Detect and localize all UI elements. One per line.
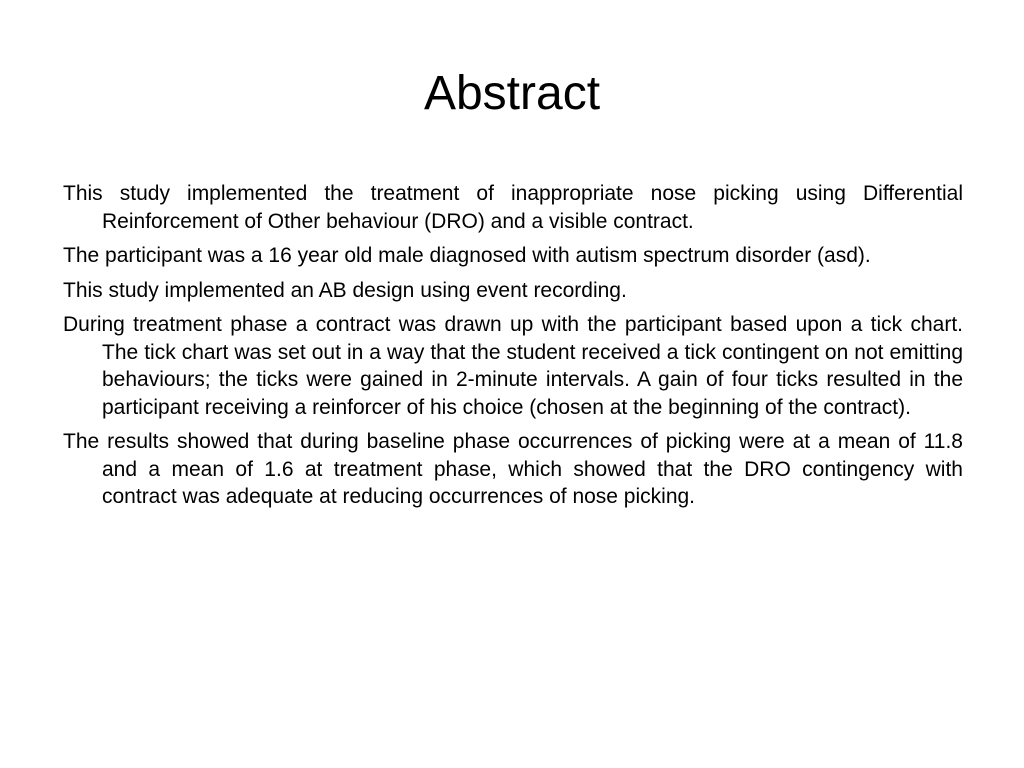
abstract-paragraph: The results showed that during baseline phase occurrences of picking were at a mean of 11.8 and a mean of 1.6 at treatment phase, which showed that the DRO contingency with contract was adequate at reducing occurrences of nose picking. (63, 430, 963, 508)
abstract-paragraph: The participant was a 16 year old male diagnosed with autism spectrum disorder (asd). (63, 244, 871, 267)
abstract-paragraph: This study implemented an AB design using event recording. (63, 278, 627, 302)
slide-title: Abstract (423, 67, 601, 120)
abstract-paragraph: During treatment phase a contract was drawn up with the participant based upon a tick chart. The tick chart was set out in a way that the student received a tick contingent on not emitting behaviours; the ticks were gained in 2-minute intervals. A gain of four ticks resulted in the participant receiving a reinforcer of his choice (chosen at the beginning of the contract). (63, 313, 963, 419)
abstract-body (63, 180, 963, 518)
abstract-paragraph: This study implemented the treatment of inappropriate nose picking using Differential Reinforcement of Other behaviour (DRO) and a visible contract. (63, 182, 963, 233)
